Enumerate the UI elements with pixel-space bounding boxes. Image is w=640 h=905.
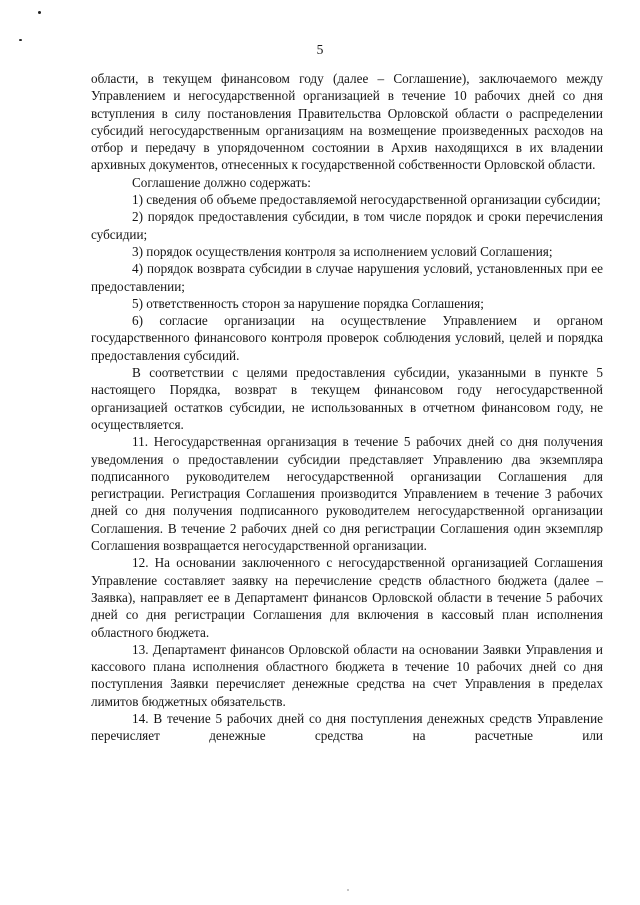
scan-speck <box>347 889 349 891</box>
paragraph: В соответствии с целями предоставления субсидии, указанными в пункте 5 настоящего Порядка, возврат в текущем финансовом году негосударственной организацией остатков субсидии, не использованных в отчетном финансовом году, не осуществляется. <box>91 365 603 432</box>
paragraph: 11. Негосударственная организация в течение 5 рабочих дней со дня получения уведомления о предоставлении субсидии представляет Управлению два экземпляра подписанного руководителем негосударственной организации Соглашения для регистрации. Регистрация Соглашения производится Управлением в течение 3 рабочих дней со дня получения подписанного руководителем негосударственной организации Соглашения. В течение 2 рабочих дней со дня регистрации Соглашения один экземпляр Соглашения возвращается негосударственной организации. <box>91 434 603 554</box>
paragraph: 4) порядок возврата субсидии в случае нарушения условий, установленных при ее предоставлении; <box>91 261 603 294</box>
paragraph: 3) порядок осуществления контроля за исполнением условий Соглашения; <box>132 243 553 259</box>
document-body <box>91 70 603 745</box>
paragraph: 2) порядок предоставления субсидии, в том числе порядок и сроки перечисления субсидии; <box>91 209 603 242</box>
page-number: 5 <box>316 42 324 57</box>
paragraph: 13. Департамент финансов Орловской области на основании Заявки Управления и кассового плана исполнения областного бюджета в течение 10 рабочих дней со дня поступления Заявки перечисляет денежные средства на счет Управления в пределах лимитов бюджетных обязательств. <box>91 641 603 709</box>
scan-speck <box>38 11 41 14</box>
paragraph: Соглашение должно содержать: <box>132 174 311 190</box>
paragraph: области, в текущем финансовом году (далее – Соглашение), заключаемого между Управлением и негосударственной организацией в течение 10 рабочих дней со дня вступления в силу постановления Правительства Орловской области о распределении субсидий негосударственным организациям на возмещение произведенных расходов на отбор и передачу в упорядоченном состоянии в Архив находящихся в их владении архивных документов, отнесенных к государственной собственности Орловской области. <box>91 71 603 173</box>
paragraph: 5) ответственность сторон за нарушение порядка Соглашения; <box>132 295 484 311</box>
paragraph: 12. На основании заключенного с негосударственной организацией Соглашения Управление составляет заявку на перечисление средств областного бюджета (далее – Заявка), направляет ее в Департамент финансов Орловской области в течение 5 рабочих дней со дня регистрации Соглашения для включения в кассовый план исполнения областного бюджета. <box>91 555 603 640</box>
scan-speck <box>19 39 22 41</box>
paragraph: 14. В течение 5 рабочих дней со дня поступления денежных средств Управление перечисляет денежные средства на расчетные или <box>91 710 603 744</box>
paragraph: 1) сведения об объеме предоставляемой негосударственной организации субсидии; <box>132 192 601 208</box>
paragraph: 6) согласие организации на осуществление Управлением и органом государственного финансового контроля проверок соблюдения условий, целей и порядка предоставления субсидий. <box>91 313 603 363</box>
